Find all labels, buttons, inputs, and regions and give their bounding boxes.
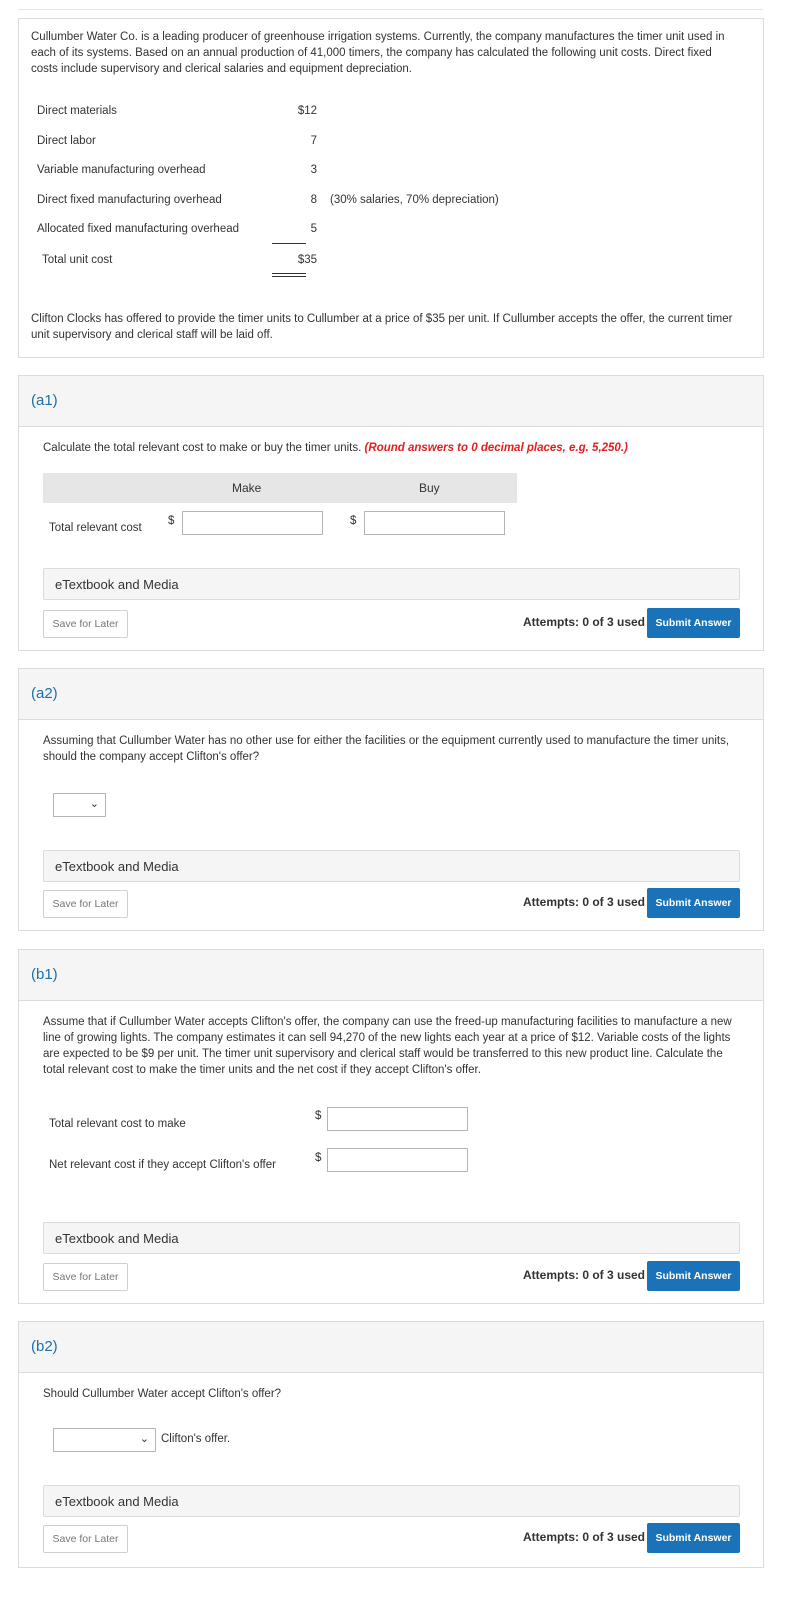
save-for-later-button[interactable]: Save for Later — [43, 1263, 128, 1291]
total-label: Total unit cost — [42, 254, 113, 266]
attempts-counter: Attempts: 0 of 3 used — [523, 1530, 646, 1544]
part-label: (a1) — [31, 392, 58, 409]
make-buy-header — [43, 473, 517, 503]
etextbook-label: eTextbook and Media — [55, 1494, 179, 1509]
accept-offer-select[interactable] — [53, 1428, 156, 1452]
accept-offer-select[interactable] — [53, 793, 106, 817]
select-suffix-text: Clifton's offer. — [161, 1433, 231, 1445]
etextbook-media[interactable] — [43, 1222, 740, 1254]
cost-label: Direct materials — [37, 105, 117, 117]
submit-answer-button[interactable]: Submit Answer — [647, 1523, 740, 1553]
attempts-counter: Attempts: 0 of 3 used — [523, 1268, 646, 1282]
dollar-sign: $ — [350, 515, 357, 527]
attempts-counter: Attempts: 0 of 3 used — [523, 615, 646, 629]
submit-answer-button[interactable]: Submit Answer — [647, 608, 740, 638]
total-value: $35 — [297, 254, 317, 266]
cost-value: 5 — [310, 223, 317, 235]
dollar-sign: $ — [315, 1152, 322, 1164]
question-text: Assuming that Cullumber Water has no other use for either the facilities or the equipment currently used to manufacture the timer units, should the company accept Clifton's offer? — [43, 735, 730, 763]
make-cost-input[interactable] — [182, 511, 323, 535]
problem-statement — [18, 18, 764, 358]
submit-answer-button[interactable]: Submit Answer — [647, 888, 740, 918]
dollar-sign: $ — [168, 515, 175, 527]
cost-to-make-input[interactable] — [327, 1107, 468, 1131]
net-relevant-cost-label: Net relevant cost if they accept Clifton's offer — [49, 1159, 276, 1171]
question-text — [43, 440, 733, 456]
rounding-instruction: (Round answers to 0 decimal places, e.g. 5,250.) — [364, 442, 628, 454]
part-b2 — [18, 1321, 764, 1568]
part-a1 — [18, 375, 764, 651]
offer-paragraph: Clifton Clocks has offered to provide the timer units to Cullumber at a price of $35 per unit. If Cullumber accepts the offer, the current timer unit supervisory and clerical staff will be laid off. — [31, 313, 733, 341]
etextbook-media[interactable] — [43, 850, 740, 882]
question-text: Assume that if Cullumber Water accepts Clifton's offer, the company can use the freed-up manufacturing facilities to manufacture a new line of growing lights. The company estimates it can sell 94,270 of the new lights each year at a price of $12. Variable costs of the lights are expected to be $9 per unit. The timer unit supervisory and clerical staff would be transferred to this new product line. Calculate the total relevant cost to make the timer units and the net cost if they accept Clifton's offer. — [43, 1016, 732, 1076]
etextbook-label: eTextbook and Media — [55, 1231, 179, 1246]
cost-label: Direct labor — [37, 135, 96, 147]
attempts-counter: Attempts: 0 of 3 used — [523, 895, 646, 909]
part-header — [19, 1322, 763, 1373]
dollar-sign: $ — [315, 1110, 322, 1122]
etextbook-label: eTextbook and Media — [55, 859, 179, 874]
part-label: (b2) — [31, 1338, 58, 1355]
cost-value: 3 — [310, 164, 317, 176]
part-a2 — [18, 668, 764, 931]
cost-label: Allocated fixed manufacturing overhead — [37, 223, 240, 235]
part-header — [19, 376, 763, 427]
cost-note: (30% salaries, 70% depreciation) — [330, 194, 499, 206]
total-double-underline — [272, 273, 306, 274]
subtotal-underline — [272, 243, 306, 244]
buy-cost-input[interactable] — [364, 511, 505, 535]
cost-label: Variable manufacturing overhead — [37, 164, 206, 176]
part-b1 — [18, 949, 764, 1304]
cost-value: 8 — [310, 194, 317, 206]
col-make: Make — [232, 481, 262, 495]
save-for-later-button[interactable]: Save for Later — [43, 610, 128, 638]
part-header — [19, 950, 763, 1001]
col-buy: Buy — [419, 481, 440, 495]
part-header — [19, 669, 763, 720]
save-for-later-button[interactable]: Save for Later — [43, 890, 128, 918]
top-divider — [18, 9, 763, 10]
question-body: Calculate the total relevant cost to make or buy the timer units. — [43, 442, 365, 454]
etextbook-label: eTextbook and Media — [55, 577, 179, 592]
question-text: Should Cullumber Water accept Clifton's offer? — [43, 1388, 282, 1400]
part-label: (a2) — [31, 685, 58, 702]
cost-label: Direct fixed manufacturing overhead — [37, 194, 222, 206]
net-cost-input[interactable] — [327, 1148, 468, 1172]
etextbook-media[interactable] — [43, 1485, 740, 1517]
chevron-down-icon: ⌄ — [89, 798, 99, 810]
cost-value: 7 — [310, 135, 317, 147]
etextbook-media[interactable] — [43, 568, 740, 600]
intro-paragraph: Cullumber Water Co. is a leading producer of greenhouse irrigation systems. Currently, the company manufactures the timer unit used in each of its systems. Based on an annual production of 41,000 timers, the company has calculated the following unit costs. Direct fixed costs include supervisory and clerical salaries and equipment depreciation. — [31, 31, 725, 75]
submit-answer-button[interactable]: Submit Answer — [647, 1261, 740, 1291]
total-double-underline — [272, 276, 306, 277]
total-relevant-cost-to-make-label: Total relevant cost to make — [49, 1118, 186, 1130]
chevron-down-icon: ⌄ — [139, 1433, 149, 1445]
part-label: (b1) — [31, 966, 58, 983]
save-for-later-button[interactable]: Save for Later — [43, 1525, 128, 1553]
cost-value: $12 — [297, 105, 317, 117]
total-relevant-cost-label: Total relevant cost — [49, 522, 142, 534]
